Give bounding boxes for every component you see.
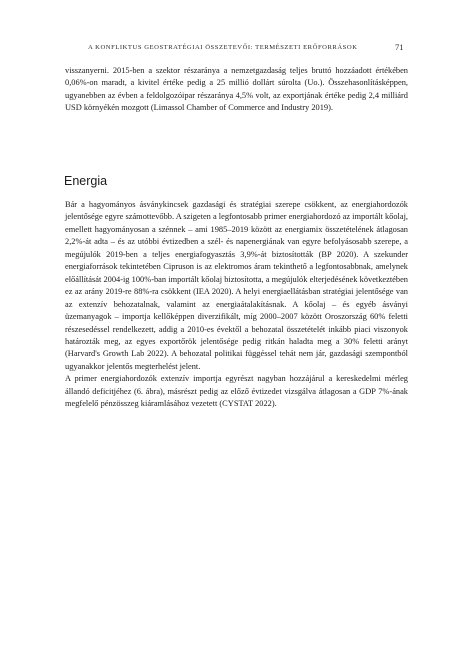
intro-paragraph-block [65, 65, 408, 115]
running-head: A KONFLIKTUS GEOSTRATÉGIAI ÖSSZETEVŐI: TERMÉSZETI ERŐFORRÁSOK [88, 44, 358, 51]
section-heading: Energia [64, 174, 108, 188]
body-paragraph: A primer energiahordozók extenzív importja egyrészt nagyban hozzájárul a kereskedelmi mérleg állandó deficitjéhez (6. ábra), másrészt pedig az előző évtizedet vizsgálva átlagosan a GDP 7%-ának megfelelő pénzösszeg kiáramlásához vezetett (CYSTAT 2022). [65, 374, 408, 409]
page-number: 71 [395, 42, 404, 52]
intro-paragraph: visszanyerni. 2015-ben a szektor részaránya a nemzetgazdaság teljes bruttó hozzáadott értékében 0,06%-on maradt, a kivitel értéke pedig a 25 millió dollárt súrolta (Uo.). Összehasonlításképpen, ugyanebben az évben a feldolgozóipar részaránya 4,5% volt, az exportjának értéke pedig 2,4 milliárd USD környékén mozgott (Limassol Chamber of Commerce and Industry 2019). [65, 66, 408, 113]
body-paragraph: Bár a hagyományos ásványkincsek gazdasági és stratégiai szerepe csökkent, az energiahordozók jelentősége egyre számottevőbb. A szigeten a legfontosabb primer energiahordozó az importált kőolaj, emellett hagyományosan a szénnek – ami 1985–2019 között az energiamix összetételének átlagosan 2,2%-át adta – és az utóbbi évtizedben a szél- és napenergiának van egyre befolyásosabb szerepe, a megújulók 2019-ben a teljes energiafogyasztás 3,9%-át biztosították (BP 2020). A szekunder energiaforrások tekintetében Cipruson is az elektromos áram tekinthető a legfontosabbnak, amelynek előállítását 2004-ig 100%-ban importált kőolaj biztosította, a megújulók elterjedésének következtében ez az arány 2019-re 88%-ra csökkent (IEA 2020). A helyi energiaellátásban stratégiai jelentősége van az extenzív behozatalnak, valamint az energiaátalakításnak. A kőolaj – és egyéb ásványi üzemanyagok – importja kellőképpen diverzifikált, míg 2000–2007 között Oroszország 60% feletti részesedéssel rendelkezett, addig a 2010-es évektől a behozatal összetételét inkább piaci viszonyok határozták meg, az egyes exportőrök jelentősége pedig ritkán haladta meg a 30% feletti arányt (Harvard's Growth Lab 2022). A behozatal politikai függéssel tehát nem jár, gazdasági szempontból ugyanakkor jelentős megterhelést jelent. [65, 200, 408, 371]
section-body [65, 199, 408, 411]
